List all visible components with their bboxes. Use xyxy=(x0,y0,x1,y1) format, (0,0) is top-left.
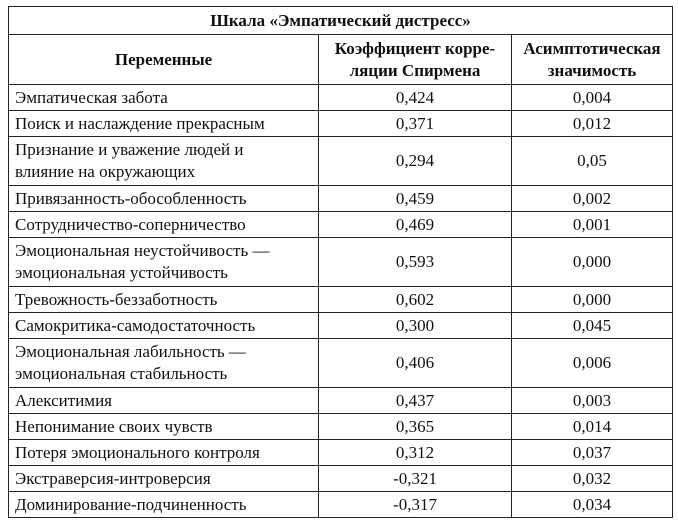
variable-cell: Самокритика-самодостаточность xyxy=(9,313,319,339)
table-row xyxy=(9,85,673,111)
spearman-cell: -0,317 xyxy=(319,492,512,518)
significance-cell: 0,014 xyxy=(512,414,673,440)
spearman-cell: 0,406 xyxy=(319,339,512,388)
spearman-cell: 0,371 xyxy=(319,111,512,137)
spearman-cell: -0,321 xyxy=(319,466,512,492)
significance-cell: 0,006 xyxy=(512,339,673,388)
header-variables: Переменные xyxy=(9,35,319,85)
significance-cell: 0,002 xyxy=(512,186,673,212)
significance-cell: 0,003 xyxy=(512,388,673,414)
spearman-cell: 0,424 xyxy=(319,85,512,111)
spearman-cell: 0,365 xyxy=(319,414,512,440)
table-row xyxy=(9,137,673,186)
significance-cell: 0,000 xyxy=(512,238,673,287)
spearman-cell: 0,437 xyxy=(319,388,512,414)
variable-cell: Эмоциональная лабильность — эмоциональная стабильность xyxy=(9,339,319,388)
variable-cell: Привязанность-обособленность xyxy=(9,186,319,212)
table-row xyxy=(9,388,673,414)
table-row xyxy=(9,186,673,212)
variable-cell: Эмоциональная неустойчивость — эмоциональная устойчивость xyxy=(9,238,319,287)
variable-cell: Тревожность-беззаботность xyxy=(9,287,319,313)
spearman-cell: 0,593 xyxy=(319,238,512,287)
table-title: Шкала «Эмпатический дистресс» xyxy=(9,7,673,35)
significance-cell: 0,032 xyxy=(512,466,673,492)
variable-cell: Эмпатическая забота xyxy=(9,85,319,111)
spearman-cell: 0,312 xyxy=(319,440,512,466)
table-row xyxy=(9,287,673,313)
variable-cell: Алекситимия xyxy=(9,388,319,414)
variable-cell: Доминирование-подчиненность xyxy=(9,492,319,518)
table-row xyxy=(9,313,673,339)
table-row xyxy=(9,466,673,492)
table-row xyxy=(9,414,673,440)
variable-cell: Сотрудничество-соперничество xyxy=(9,212,319,238)
header-spearman: Коэффициент корре- ляции Спирмена xyxy=(319,35,512,85)
significance-cell: 0,034 xyxy=(512,492,673,518)
table-row xyxy=(9,440,673,466)
variable-cell: Непонимание своих чувств xyxy=(9,414,319,440)
variable-cell: Экстраверсия-интроверсия xyxy=(9,466,319,492)
variable-cell: Поиск и наслаждение прекрасным xyxy=(9,111,319,137)
significance-cell: 0,004 xyxy=(512,85,673,111)
significance-cell: 0,05 xyxy=(512,137,673,186)
correlation-table xyxy=(8,6,673,518)
table-row xyxy=(9,339,673,388)
table-row xyxy=(9,212,673,238)
table-body xyxy=(9,85,673,518)
header-significance: Асимптотическая значимость xyxy=(512,35,673,85)
spearman-cell: 0,294 xyxy=(319,137,512,186)
spearman-cell: 0,602 xyxy=(319,287,512,313)
significance-cell: 0,037 xyxy=(512,440,673,466)
spearman-cell: 0,459 xyxy=(319,186,512,212)
variable-cell: Потеря эмоционального контроля xyxy=(9,440,319,466)
variable-cell: Признание и уважение людей и влияние на окружающих xyxy=(9,137,319,186)
table-row xyxy=(9,238,673,287)
spearman-cell: 0,469 xyxy=(319,212,512,238)
spearman-cell: 0,300 xyxy=(319,313,512,339)
significance-cell: 0,012 xyxy=(512,111,673,137)
table-row xyxy=(9,492,673,518)
table-row xyxy=(9,111,673,137)
significance-cell: 0,000 xyxy=(512,287,673,313)
significance-cell: 0,045 xyxy=(512,313,673,339)
significance-cell: 0,001 xyxy=(512,212,673,238)
